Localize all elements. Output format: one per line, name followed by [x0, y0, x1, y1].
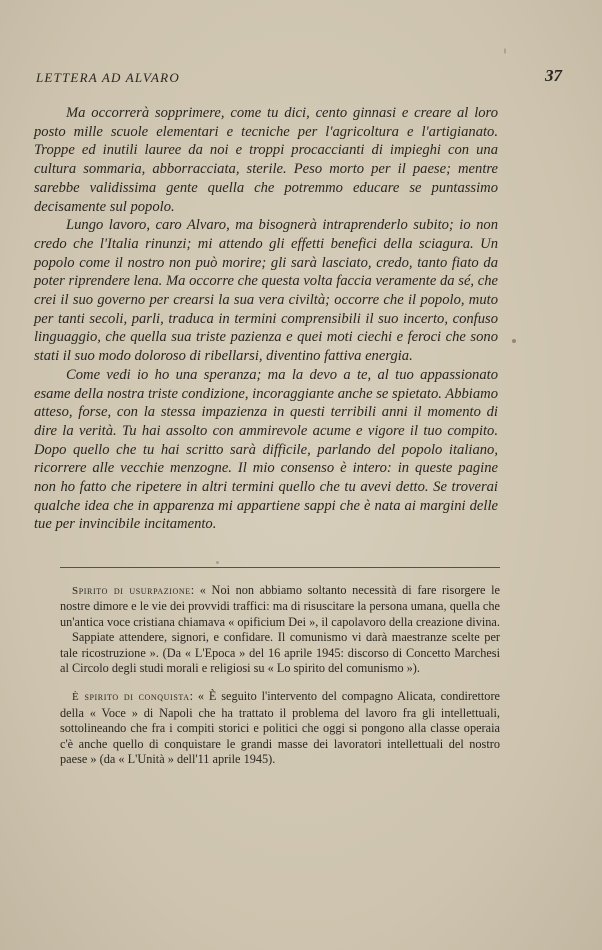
paper-speck [216, 561, 219, 564]
main-text [34, 104, 498, 534]
footnote [60, 583, 500, 630]
paper-speck [512, 339, 516, 343]
page-header [36, 66, 566, 88]
running-head: LETTERA AD ALVARO [36, 70, 180, 85]
footnote-text: Sappiate attendere, signori, e confidare. Il comunismo vi darà maestranze scelte per tale ricostruzione ». (Da « L'Epoca » del 16 aprile 1945: discorso di Concetto Marchesi al Circolo degli studi morali e religiosi su « Lo spirito del comunismo »). [60, 630, 500, 676]
footnote-heading: Spirito di usurpazione [72, 585, 191, 597]
footnote-heading: È spirito di conquista [72, 691, 190, 704]
page-number: 37 [545, 66, 562, 85]
footnote-continuation [60, 630, 500, 676]
paragraph: Come vedi io ho una speranza; ma la devo a te, al tuo appassionato esame della nostra triste condizione, incoraggiante anche se spietato. Abbiamo atteso, forse, con la stessa impazienza in questi terribili anni il momento di dire la verità. Tu hai assolto con ammirevole acume e vigore il tuo compito. Dopo quello che tu hai scritto sarà difficile, parlando del popolo italiano, ricorrere alle vecchie menzogne. Il mio consenso è intero: in queste pagine non ho fatto che ripetere in altri termini quello che tu avevi detto. Se troverai qualche idea che in apparenza mi appartiene sappi che è nata ai margini delle tue per invincibile incitamento. [34, 366, 498, 533]
footnote [60, 689, 500, 767]
footnotes [60, 583, 500, 767]
footnote-text: : « Noi non abbiamo soltanto necessità di fare risorgere le nostre dimore e le vie dei provvidi traffici: ma di risuscitare la persona umana, quella che un'antica voce cristiana chiamava « opificium Dei », il capolavoro della creazione divina. [60, 583, 500, 629]
paper-speck [504, 48, 506, 54]
footnote-divider [60, 567, 500, 568]
footnote-text: : « È seguito l'intervento del compagno Alicata, condirettore della « Voce » di Napoli che ha trattato il problema del lavoro fra gli intellettuali, sottolineando che fra i compiti storici e politici che oggi si pongono alla classe operaia c'è anche quello di conquistare le grandi masse dei lavoratori intellettuali del nostro paese » (da « L'Unità » dell'11 aprile 1945). [60, 689, 500, 767]
paragraph: Lungo lavoro, caro Alvaro, ma bisognerà intraprenderlo subito; io non credo che l'Italia rinunzi; mi attendo gli effetti benefici della sciagura. Un popolo come il nostro non può morire; gli sarà lasciato, credo, tanto fiato da poter riprendere lena. Ma occorre che questa volta faccia veramente da sé, che crei il suo governo per crearsi la sua vera civiltà; occorre che il popolo, muto per tanti secoli, parli, traduca in termini comprensibili il suo incerto, confuso linguaggio, che quella sua triste pazienza e quei moti ciechi e feroci che sono stati il suo modo doloroso di ribellarsi, diventino fattiva energia. [34, 217, 498, 365]
paragraph: Ma occorrerà sopprimere, come tu dici, cento ginnasi e creare al loro posto mille scuole elementari e tecniche per l'agricoltura e l'artigianato. Troppe ed inutili lauree da noi e troppi procaccianti di impieghi con una cultura sommaria, abborracciata, sterile. Peso morto per il paese; mentre sarebbe validissima gente quella che potremmo educare se puntassimo decisamente sul popolo. [34, 105, 498, 215]
